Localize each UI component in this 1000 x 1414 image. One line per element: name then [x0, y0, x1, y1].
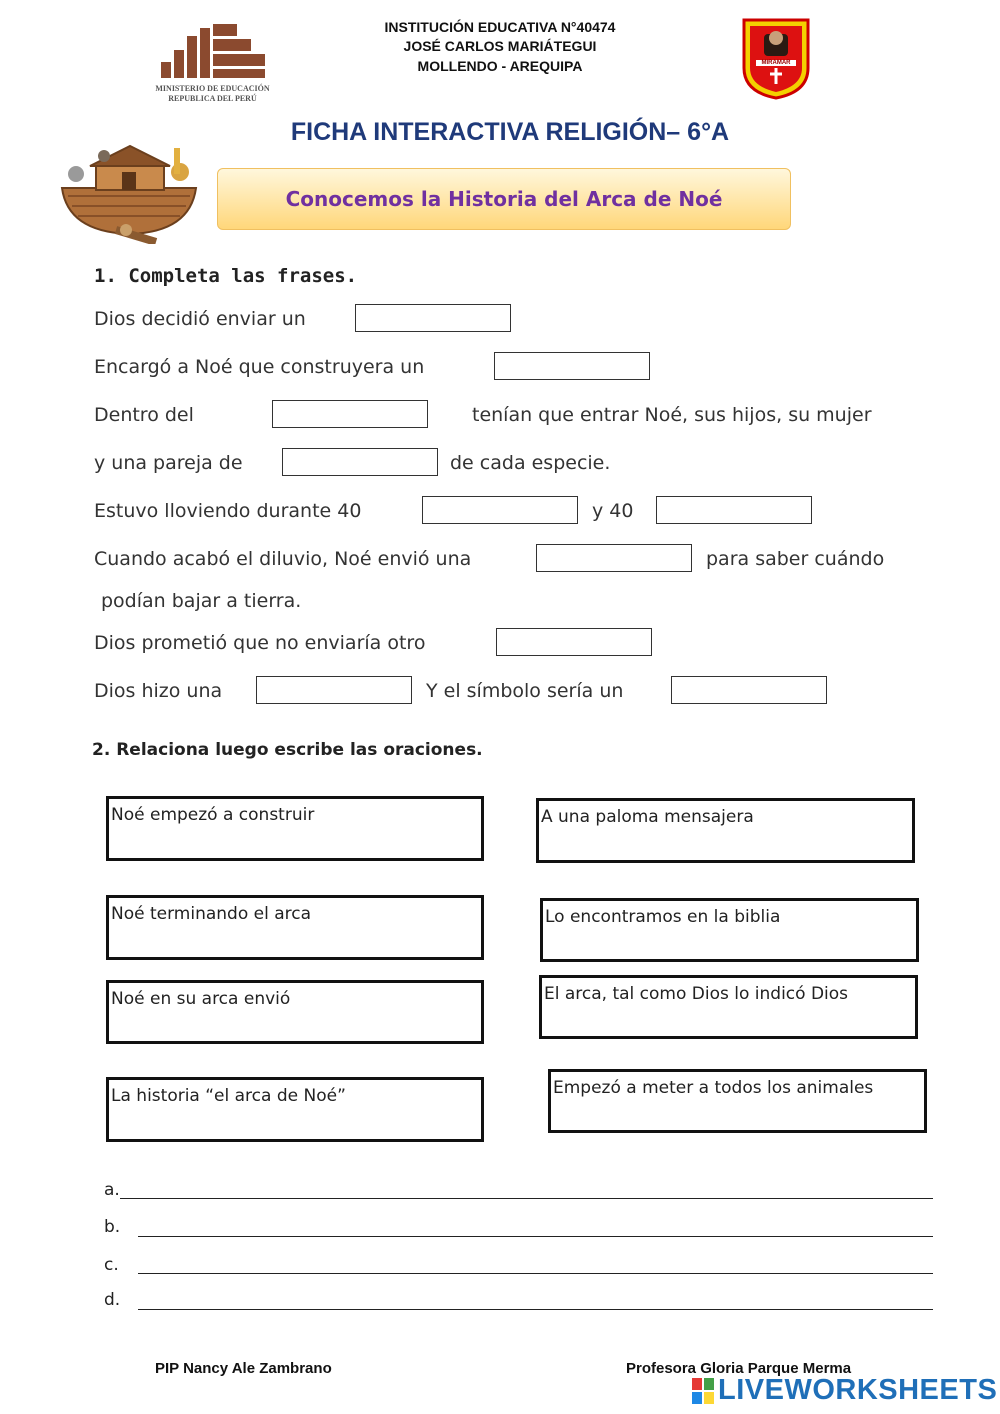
footer-right: Profesora Gloria Parque Merma	[626, 1360, 852, 1377]
section-2-heading: 2. Relaciona luego escribe las oraciones.	[92, 740, 483, 760]
match-right-4[interactable]: Empezó a meter a todos los animales	[548, 1069, 927, 1133]
ark-icon	[56, 134, 202, 244]
sentence-8-text-a: Dios hizo una	[94, 680, 223, 702]
topic-banner-text: Conocemos la Historia del Arca de Noé	[285, 187, 723, 211]
section-1-heading: 1. Completa las frases.	[94, 265, 358, 287]
sentence-4-text-b: de cada especie.	[450, 452, 611, 474]
sentence-3-text-b: tenían que entrar Noé, sus hijos, su mujer	[472, 404, 872, 426]
answer-line-b[interactable]	[138, 1236, 933, 1237]
sentence-6-text-a: Cuando acabó el diluvio, Noé envió una	[94, 548, 472, 570]
answer-line-d[interactable]	[138, 1309, 933, 1310]
ministry-logo	[155, 22, 270, 108]
blank-input-10[interactable]	[671, 676, 827, 704]
sentence-5-text-b: y 40	[592, 500, 634, 522]
topic-banner	[217, 168, 791, 230]
crest-label: MIRAMAR	[761, 60, 791, 66]
match-left-4[interactable]: La historia “el arca de Noé”	[106, 1077, 484, 1142]
ministry-caption-2: REPUBLICA DEL PERÚ	[168, 94, 257, 103]
blank-input-9[interactable]	[256, 676, 412, 704]
noahs-ark-illustration	[56, 134, 202, 244]
answer-line-a[interactable]	[120, 1198, 933, 1199]
match-right-3[interactable]: El arca, tal como Dios lo indicó Dios	[539, 975, 918, 1039]
liveworksheets-logo-icon	[692, 1378, 716, 1404]
liveworksheets-watermark: LIVEWORKSHEETS	[718, 1374, 998, 1406]
match-left-3[interactable]: Noé en su arca envió	[106, 980, 484, 1044]
sentence-6-text-b: para saber cuándo	[706, 548, 885, 570]
match-right-1[interactable]: A una paloma mensajera	[536, 798, 915, 863]
answer-label-c: c.	[104, 1255, 119, 1275]
blank-input-6[interactable]	[656, 496, 812, 524]
sentence-4-text-a: y una pareja de	[94, 452, 243, 474]
blank-input-4[interactable]	[282, 448, 438, 476]
sentence-3-text-a: Dentro del	[94, 404, 194, 426]
school-name: INSTITUCIÓN EDUCATIVA N°40474	[384, 19, 616, 35]
answer-line-c[interactable]	[138, 1273, 933, 1274]
sentence-1-text: Dios decidió enviar un	[94, 308, 306, 330]
match-left-2[interactable]: Noé terminando el arca	[106, 895, 484, 960]
school-crest	[740, 16, 812, 100]
sentence-7-text: Dios prometió que no enviaría otro	[94, 632, 426, 654]
answer-label-d: d.	[104, 1290, 121, 1310]
blank-input-8[interactable]	[496, 628, 652, 656]
page-title: FICHA INTERACTIVA RELIGIÓN– 6°A	[290, 118, 730, 146]
blank-input-5[interactable]	[422, 496, 578, 524]
blank-input-2[interactable]	[494, 352, 650, 380]
sentence-5-text-a: Estuvo lloviendo durante 40	[94, 500, 362, 522]
sentence-2-text: Encargó a Noé que construyera un	[94, 356, 425, 378]
sentence-6-text-c: podían bajar a tierra.	[101, 590, 302, 612]
crest-shield-icon	[740, 16, 812, 100]
blank-input-7[interactable]	[536, 544, 692, 572]
match-left-1[interactable]: Noé empezó a construir	[106, 796, 484, 861]
blank-input-3[interactable]	[272, 400, 428, 428]
ministry-caption-1: MINISTERIO DE EDUCACIÓN	[155, 84, 270, 93]
answer-label-a: a.	[104, 1180, 120, 1200]
school-patron: JOSÉ CARLOS MARIÁTEGUI	[403, 38, 597, 54]
answer-label-b: b.	[104, 1217, 121, 1237]
sentence-8-text-b: Y el símbolo sería un	[426, 680, 624, 702]
blank-input-1[interactable]	[355, 304, 511, 332]
footer-left: PIP Nancy Ale Zambrano	[155, 1360, 332, 1377]
match-right-2[interactable]: Lo encontramos en la biblia	[540, 898, 919, 962]
school-location: MOLLENDO - AREQUIPA	[417, 58, 583, 74]
